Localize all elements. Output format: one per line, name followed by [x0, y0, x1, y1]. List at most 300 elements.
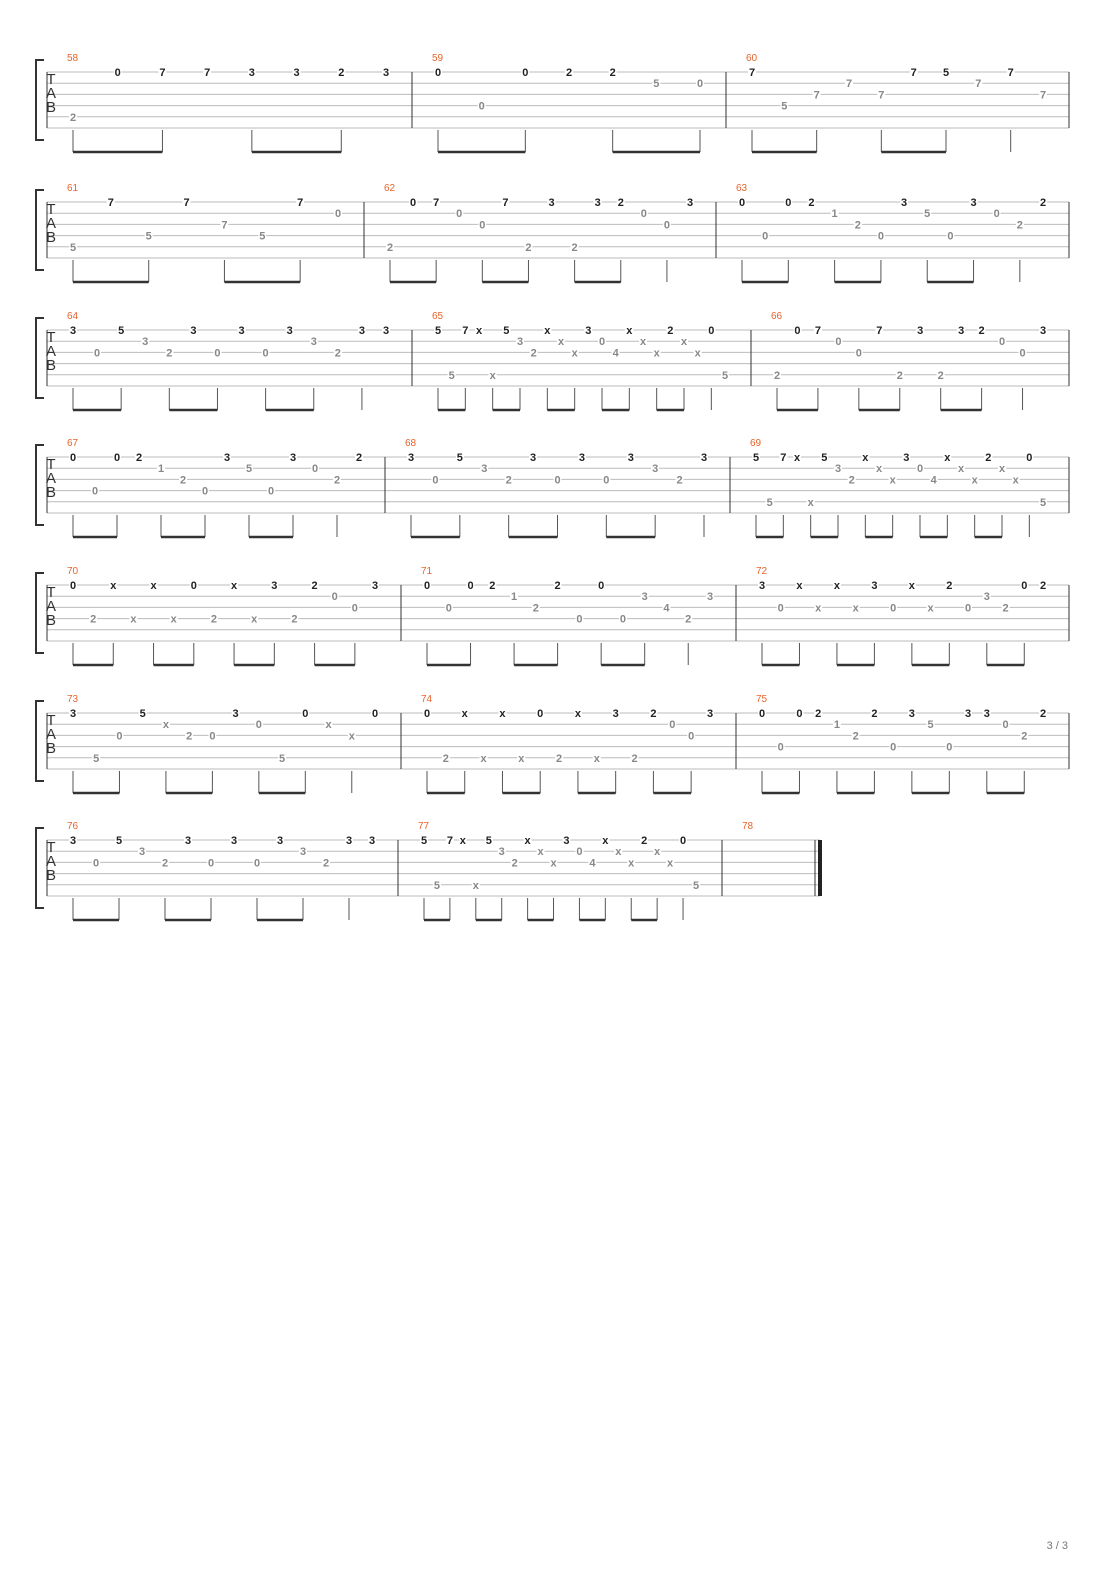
fret-number: 3: [706, 591, 714, 604]
fret-number: 0: [423, 708, 431, 720]
fret-number: 0: [114, 67, 121, 79]
fret-number: 7: [502, 197, 509, 209]
fret-number: 5: [448, 369, 455, 382]
fret-number: 3: [230, 835, 238, 847]
fret-number: 7: [814, 325, 821, 337]
fret-number: 3: [368, 835, 376, 847]
fret-number: 0: [207, 857, 215, 870]
fret-number: 3: [903, 452, 910, 464]
fret-number: 0: [255, 719, 262, 732]
tab-clef-letter: A: [45, 343, 57, 360]
fret-number: 0: [890, 602, 897, 615]
fret-number: 2: [896, 369, 903, 382]
fret-number: 3: [382, 67, 390, 79]
fret-number: x: [694, 347, 701, 360]
fret-number: 2: [808, 197, 815, 209]
fret-number: 2: [525, 241, 532, 254]
fret-number: 0: [762, 230, 769, 243]
tab-clef-letter: T: [46, 839, 56, 856]
fret-number: 0: [351, 602, 358, 615]
fret-number: 4: [589, 857, 596, 870]
fret-number: x: [231, 580, 238, 592]
fret-number: 2: [532, 602, 539, 615]
fret-number: 0: [758, 708, 766, 720]
fret-number: 0: [999, 336, 1006, 349]
tab-clef-letter: A: [45, 85, 57, 102]
fret-number: 0: [190, 580, 197, 592]
fret-number: x: [461, 708, 468, 720]
fret-number: x: [162, 719, 169, 732]
fret-number: x: [815, 602, 822, 615]
fret-number: 4: [663, 602, 670, 615]
tab-clef-letter: A: [45, 470, 57, 487]
fret-number: 5: [1039, 496, 1047, 509]
fret-number: 0: [738, 197, 746, 209]
fret-number: 2: [511, 857, 518, 870]
staff-system: [36, 438, 1069, 537]
fret-number: 0: [410, 197, 417, 209]
measure-number: 65: [432, 311, 444, 322]
fret-number: 2: [854, 219, 861, 232]
tab-clef-letter: B: [45, 867, 57, 884]
fret-number: 5: [766, 496, 773, 509]
fret-number: 5: [752, 452, 760, 464]
measure-number: 73: [67, 694, 79, 705]
tab-clef-letter: T: [46, 201, 56, 218]
fret-number: 0: [522, 67, 529, 79]
fret-number: 0: [371, 708, 379, 720]
fret-number: 7: [107, 197, 114, 209]
fret-number: x: [348, 730, 355, 743]
fret-number: 1: [157, 463, 165, 476]
fret-number: 3: [563, 835, 570, 847]
fret-number: 2: [338, 67, 345, 79]
fret-number: x: [475, 325, 483, 337]
measure-number: 60: [746, 53, 758, 64]
fret-number: 3: [345, 835, 353, 847]
fret-number: x: [518, 752, 525, 765]
fret-number: 5: [279, 752, 286, 765]
fret-number: 5: [145, 230, 152, 243]
fret-number: 3: [382, 325, 390, 337]
measure-number: 74: [421, 694, 433, 705]
fret-number: 3: [548, 197, 555, 209]
fret-number: 0: [640, 208, 647, 221]
fret-number: 2: [617, 197, 624, 209]
fret-number: 0: [794, 325, 801, 337]
fret-number: 0: [688, 730, 695, 743]
fret-number: 3: [706, 708, 714, 720]
fret-number: 1: [833, 719, 840, 732]
system-bracket: [36, 190, 44, 270]
fret-number: 0: [267, 485, 275, 498]
fret-number: 5: [821, 452, 828, 464]
fret-number: 2: [90, 613, 97, 626]
fret-number: 2: [355, 452, 363, 464]
fret-number: 5: [139, 708, 146, 720]
fret-number: x: [626, 325, 633, 337]
fret-number: 0: [1021, 580, 1028, 592]
fret-number: 0: [201, 485, 209, 498]
fret-number: 0: [576, 613, 583, 626]
tab-clef-letter: T: [46, 456, 56, 473]
fret-number: x: [472, 879, 479, 892]
fret-number: x: [170, 613, 177, 626]
fret-number: 3: [871, 580, 878, 592]
tab-clef-letter: T: [46, 329, 56, 346]
measure-number: 59: [432, 53, 444, 64]
fret-number: 2: [815, 708, 822, 720]
fret-number: 2: [556, 752, 563, 765]
fret-number: 2: [937, 369, 944, 382]
fret-number: 0: [334, 208, 342, 221]
fret-number: 5: [927, 719, 934, 732]
fret-number: x: [537, 846, 544, 859]
fret-number: 5: [653, 78, 660, 91]
fret-number: 7: [975, 78, 982, 91]
fret-number: 0: [777, 602, 784, 615]
fret-number: 5: [115, 835, 123, 847]
fret-number: 5: [420, 835, 428, 847]
fret-number: 0: [993, 208, 1000, 221]
tab-clef-letter: B: [45, 357, 57, 374]
fret-number: x: [807, 496, 814, 509]
fret-number: 5: [503, 325, 510, 337]
fret-number: 2: [334, 347, 341, 360]
fret-number: 0: [432, 474, 439, 487]
fret-number: 3: [901, 197, 908, 209]
fret-number: 2: [530, 347, 537, 360]
fret-number: 0: [434, 67, 442, 79]
fret-number: 3: [700, 452, 708, 464]
fret-number: 0: [113, 452, 121, 464]
fret-number: 3: [498, 846, 505, 859]
fret-number: 0: [94, 347, 101, 360]
tab-clef-letter: T: [46, 71, 56, 88]
fret-number: 5: [924, 208, 931, 221]
fret-number: 0: [603, 474, 610, 487]
fret-number: 0: [302, 708, 309, 720]
fret-number: x: [150, 580, 157, 592]
staff-system: [36, 183, 1069, 282]
fret-number: x: [971, 474, 978, 487]
page-number: 3 / 3: [1046, 1540, 1068, 1552]
fret-number: 3: [758, 580, 766, 592]
fret-number: 0: [598, 580, 605, 592]
fret-number: 3: [686, 197, 694, 209]
fret-number: 0: [696, 78, 704, 91]
fret-number: x: [957, 463, 965, 476]
fret-number: 2: [1002, 602, 1009, 615]
fret-number: 2: [489, 580, 496, 592]
measure-number: 64: [67, 311, 79, 322]
fret-number: 3: [652, 463, 659, 476]
fret-number: 0: [1002, 719, 1009, 732]
tab-clef-letter: B: [45, 484, 57, 501]
system-bracket: [36, 60, 44, 140]
system-bracket: [36, 573, 44, 653]
fret-number: 2: [1021, 730, 1028, 743]
fret-number: 3: [69, 708, 77, 720]
fret-number: x: [654, 846, 661, 859]
fret-number: 5: [942, 67, 950, 79]
measure-number: 61: [67, 183, 79, 194]
fret-number: 3: [358, 325, 365, 337]
staff-system: [36, 311, 1069, 410]
fret-number: 0: [796, 708, 803, 720]
fret-number: 0: [209, 730, 216, 743]
fret-number: 5: [433, 879, 441, 892]
fret-number: 0: [331, 591, 338, 604]
fret-number: 0: [1026, 452, 1033, 464]
fret-number: 4: [612, 347, 619, 360]
measure-number: 58: [67, 53, 79, 64]
fret-number: 0: [598, 336, 606, 349]
fret-number: 3: [69, 835, 77, 847]
fret-number: 2: [135, 452, 143, 464]
fret-number: x: [796, 580, 803, 592]
fret-number: 3: [407, 452, 415, 464]
fret-number: 3: [142, 336, 149, 349]
fret-number: 2: [565, 67, 573, 79]
fret-number: 5: [485, 835, 492, 847]
fret-number: 3: [516, 336, 524, 349]
fret-number: 0: [92, 857, 100, 870]
fret-number: 3: [578, 452, 585, 464]
fret-number: 0: [69, 452, 77, 464]
fret-number: 7: [183, 197, 190, 209]
fret-number: 7: [1039, 89, 1047, 102]
fret-number: x: [459, 835, 466, 847]
measure-number: 78: [742, 821, 754, 832]
measure-number: 66: [771, 311, 783, 322]
fret-number: 2: [186, 730, 193, 743]
fret-number: x: [110, 580, 117, 592]
fret-number: x: [862, 452, 869, 464]
fret-number: 7: [878, 89, 885, 102]
measure-number: 70: [67, 566, 79, 577]
fret-number: 2: [210, 613, 217, 626]
fret-number: x: [653, 347, 660, 360]
fret-number: 0: [91, 485, 99, 498]
fret-number: 0: [947, 230, 954, 243]
tab-clef-letter: T: [46, 584, 56, 601]
fret-number: 3: [184, 835, 192, 847]
fret-number: x: [639, 336, 647, 349]
fret-number: 2: [179, 474, 187, 487]
measure-number: 62: [384, 183, 396, 194]
fret-number: 7: [876, 325, 883, 337]
fret-number: 0: [669, 719, 676, 732]
fret-number: 0: [1019, 347, 1026, 360]
fret-number: 0: [679, 835, 687, 847]
fret-number: 3: [371, 580, 379, 592]
fret-number: 2: [985, 452, 992, 464]
fret-number: 3: [299, 846, 307, 859]
fret-number: 2: [1016, 219, 1023, 232]
fret-number: 2: [650, 708, 657, 720]
fret-number: 0: [311, 463, 319, 476]
fret-number: 3: [138, 846, 146, 859]
fret-number: x: [499, 708, 506, 720]
fret-number: x: [680, 336, 688, 349]
fret-number: 0: [890, 741, 897, 754]
fret-number: 3: [238, 325, 245, 337]
fret-number: 2: [554, 580, 561, 592]
system-bracket: [36, 828, 44, 908]
staff-system: [36, 694, 1069, 793]
fret-number: 0: [965, 602, 972, 615]
fret-number: 2: [571, 241, 578, 254]
fret-number: 2: [1039, 708, 1047, 720]
fret-number: 7: [221, 219, 228, 232]
fret-number: x: [944, 452, 951, 464]
fret-number: 2: [773, 369, 781, 382]
fret-number: x: [1012, 474, 1019, 487]
fret-number: x: [908, 580, 915, 592]
measure-number: 68: [405, 438, 417, 449]
fret-number: x: [793, 452, 801, 464]
fret-number: 0: [946, 741, 953, 754]
fret-number: 3: [293, 67, 300, 79]
fret-number: 7: [462, 325, 469, 337]
fret-number: 3: [69, 325, 77, 337]
fret-number: 0: [663, 219, 670, 232]
fret-number: 3: [286, 325, 293, 337]
fret-number: 0: [456, 208, 463, 221]
fret-number: 5: [118, 325, 125, 337]
fret-number: x: [889, 474, 896, 487]
fret-number: 3: [190, 325, 197, 337]
fret-number: 3: [834, 463, 842, 476]
fret-number: 7: [159, 67, 166, 79]
fret-number: 2: [386, 241, 394, 254]
measure-number: 76: [67, 821, 79, 832]
fret-number: 2: [505, 474, 512, 487]
fret-number: 2: [871, 708, 878, 720]
fret-number: 0: [554, 474, 561, 487]
tab-clef-letter: A: [45, 215, 57, 232]
fret-number: 2: [609, 67, 616, 79]
fret-number: 0: [445, 602, 452, 615]
fret-number: 3: [223, 452, 231, 464]
fret-number: 3: [908, 708, 915, 720]
fret-number: 7: [433, 197, 440, 209]
fret-number: x: [557, 336, 565, 349]
fret-number: 3: [271, 580, 278, 592]
tab-clef-letter: T: [46, 712, 56, 729]
fret-number: 2: [631, 752, 638, 765]
fret-number: 3: [970, 197, 977, 209]
fret-number: x: [130, 613, 137, 626]
fret-number: 3: [289, 452, 297, 464]
fret-number: 7: [748, 67, 756, 79]
fret-number: 2: [676, 474, 683, 487]
fret-number: x: [852, 602, 859, 615]
fret-number: 3: [232, 708, 239, 720]
tab-clef-letter: B: [45, 612, 57, 629]
fret-number: x: [480, 752, 487, 765]
fret-number: x: [628, 857, 635, 870]
fret-number: 0: [576, 846, 583, 859]
fret-number: x: [875, 463, 883, 476]
fret-number: x: [251, 613, 258, 626]
fret-number: 2: [852, 730, 859, 743]
fret-number: x: [667, 857, 674, 870]
fret-number: x: [524, 835, 531, 847]
fret-number: 2: [333, 474, 341, 487]
measure-number: 77: [418, 821, 430, 832]
tab-clef-letter: B: [45, 740, 57, 757]
tab-clef-letter: A: [45, 598, 57, 615]
fret-number: 7: [204, 67, 211, 79]
fret-number: 5: [721, 369, 729, 382]
fret-number: 0: [253, 857, 261, 870]
staff-system: [36, 821, 820, 920]
fret-number: 5: [93, 752, 100, 765]
measure-number: 63: [736, 183, 748, 194]
fret-number: 0: [708, 325, 715, 337]
fret-number: 4: [930, 474, 937, 487]
fret-number: 2: [166, 347, 173, 360]
fret-number: x: [615, 846, 622, 859]
fret-number: 2: [848, 474, 855, 487]
system-bracket: [36, 701, 44, 781]
fret-number: 7: [446, 835, 453, 847]
fret-number: 0: [69, 580, 77, 592]
fret-number: 7: [813, 89, 820, 102]
staff-system: [36, 53, 1069, 152]
fret-number: 3: [983, 591, 990, 604]
fret-number: x: [550, 857, 557, 870]
tab-clef-letter: A: [45, 853, 57, 870]
fret-number: 5: [69, 241, 77, 254]
fret-number: 2: [667, 325, 674, 337]
fret-number: 5: [781, 100, 788, 113]
measure-number: 71: [421, 566, 433, 577]
measure-number: 72: [756, 566, 768, 577]
fret-number: 0: [785, 197, 792, 209]
fret-number: 0: [478, 100, 485, 113]
fret-number: 3: [530, 452, 537, 464]
fret-number: x: [593, 752, 600, 765]
tab-clef-letter: B: [45, 229, 57, 246]
fret-number: 0: [855, 347, 862, 360]
fret-number: 0: [537, 708, 544, 720]
fret-number: 0: [877, 230, 884, 243]
fret-number: 7: [1007, 67, 1014, 79]
measure-number: 67: [67, 438, 79, 449]
fret-number: 0: [214, 347, 221, 360]
fret-number: 2: [641, 835, 648, 847]
fret-number: 5: [456, 452, 463, 464]
fret-number: 0: [777, 741, 784, 754]
fret-number: x: [489, 369, 496, 382]
fret-number: x: [574, 708, 581, 720]
fret-number: 2: [978, 325, 985, 337]
fret-number: 2: [685, 613, 692, 626]
fret-number: 5: [692, 879, 700, 892]
staff-system: [36, 566, 1069, 665]
tab-clef-letter: B: [45, 99, 57, 116]
fret-number: 3: [585, 325, 592, 337]
measure-number: 75: [756, 694, 768, 705]
fret-number: 2: [161, 857, 169, 870]
fret-number: 3: [641, 591, 648, 604]
fret-number: 0: [619, 613, 626, 626]
fret-number: 3: [965, 708, 972, 720]
system-bracket: [36, 318, 44, 398]
